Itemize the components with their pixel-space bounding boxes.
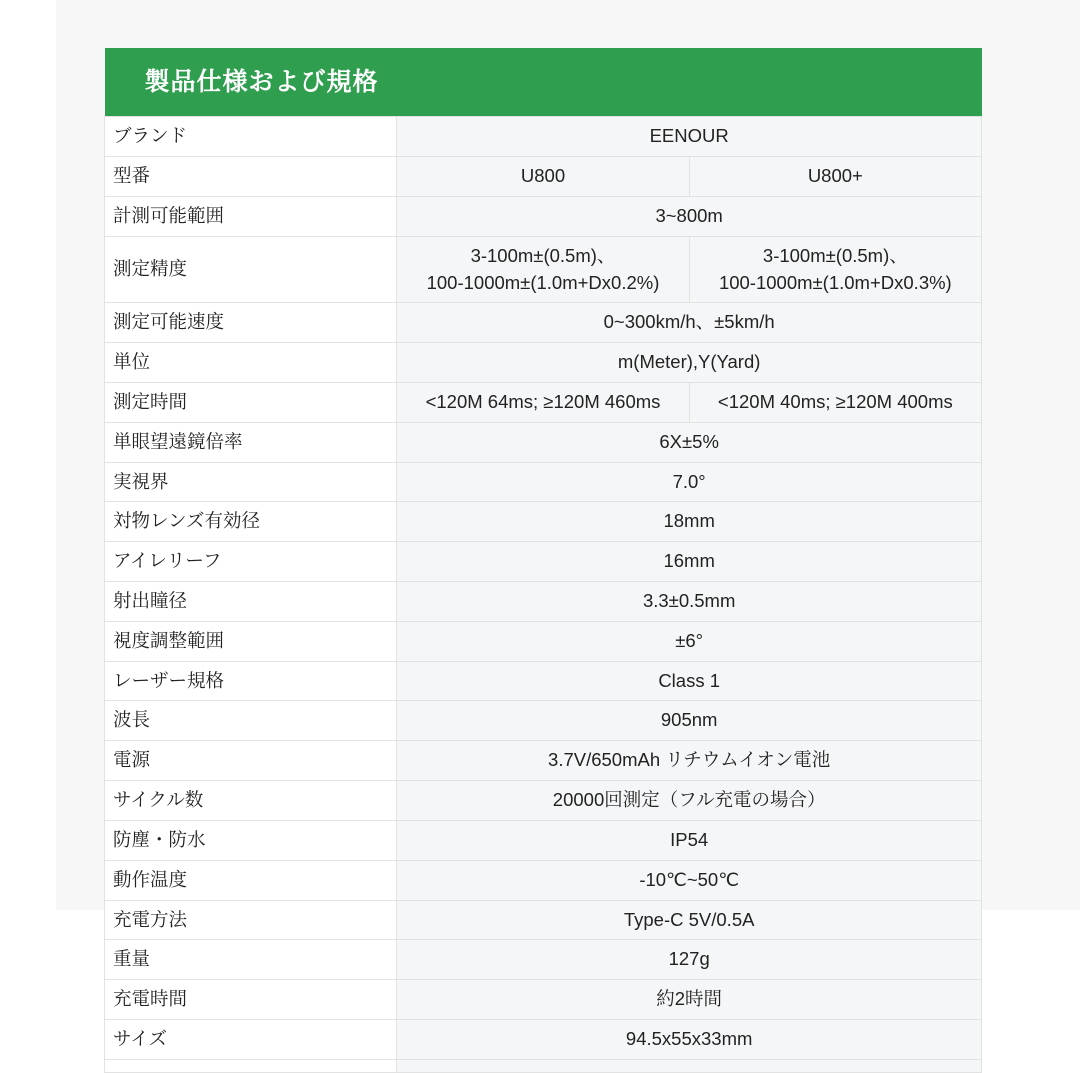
table-row [105,196,982,236]
row-value: 3~800m [397,196,982,236]
row-label: 計測可能範囲 [105,196,397,236]
accuracy-right-line2: 100-1000m±(1.0m+Dx0.3%) [718,271,952,293]
row-label: 充電時間 [105,980,397,1020]
table-row [105,236,982,303]
row-label: 射出瞳径 [105,582,397,622]
table-row [105,422,982,462]
table-row [105,781,982,821]
table-row [105,1019,982,1059]
row-label: 視度調整範囲 [105,621,397,661]
row-value: 7.0° [397,462,982,502]
table-header-row [105,48,982,117]
row-value [397,1059,982,1072]
table-row [105,343,982,383]
table-row [105,741,982,781]
row-value-right: <120M 40ms; ≥120M 400ms [689,382,981,422]
row-value-left: <120M 64ms; ≥120M 460ms [397,382,689,422]
table-row [105,701,982,741]
row-value: 94.5x55x33mm [397,1019,982,1059]
row-label: 測定時間 [105,382,397,422]
table-row [105,860,982,900]
table-row [105,157,982,197]
spec-table-title: 製品仕様および規格 [105,48,982,117]
table-row [105,382,982,422]
row-value: 16mm [397,542,982,582]
row-value: 905nm [397,701,982,741]
row-value: 3.3±0.5mm [397,582,982,622]
table-row [105,117,982,157]
table-row [105,820,982,860]
row-label: 単眼望遠鏡倍率 [105,422,397,462]
row-label [105,1059,397,1072]
row-value: IP54 [397,820,982,860]
row-label: 単位 [105,343,397,383]
row-label: 対物レンズ有効径 [105,502,397,542]
product-spec-table [104,48,982,1073]
row-label: 防塵・防水 [105,820,397,860]
row-value: -10℃~50℃ [397,860,982,900]
row-value-left: U800 [397,157,689,197]
table-row [105,303,982,343]
table-row [105,940,982,980]
row-label: 測定可能速度 [105,303,397,343]
row-value: 3.7V/650mAh リチウムイオン電池 [397,741,982,781]
row-value: 0~300km/h、±5km/h [397,303,982,343]
table-row [105,462,982,502]
row-value-right: U800+ [689,157,981,197]
row-label: 重量 [105,940,397,980]
table-row [105,661,982,701]
row-value: Class 1 [397,661,982,701]
row-value: Type-C 5V/0.5A [397,900,982,940]
row-label: 波長 [105,701,397,741]
table-row [105,502,982,542]
row-label: 測定精度 [105,236,397,303]
row-value-left [397,236,689,303]
row-label: 充電方法 [105,900,397,940]
table-row [105,980,982,1020]
row-value: 約2時間 [397,980,982,1020]
row-label: 電源 [105,741,397,781]
accuracy-left-line1: 3-100m±(0.5m)、 [470,244,616,266]
row-value: ±6° [397,621,982,661]
table-row [105,621,982,661]
row-value: 127g [397,940,982,980]
accuracy-right-line1: 3-100m±(0.5m)、 [762,244,908,266]
row-label: レーザー規格 [105,661,397,701]
row-value: EENOUR [397,117,982,157]
spec-table-container [104,48,982,1073]
row-value: 6X±5% [397,422,982,462]
row-label: ブランド [105,117,397,157]
row-label: サイズ [105,1019,397,1059]
row-value: 20000回測定（フル充電の場合） [397,781,982,821]
table-row [105,542,982,582]
row-label: 動作温度 [105,860,397,900]
table-row [105,900,982,940]
table-row [105,582,982,622]
row-label: アイレリーフ [105,542,397,582]
accuracy-left-line2: 100-1000m±(1.0m+Dx0.2%) [426,271,660,293]
table-row [105,1059,982,1072]
row-value: m(Meter),Y(Yard) [397,343,982,383]
row-value-right [689,236,981,303]
row-label: 実視界 [105,462,397,502]
row-label: サイクル数 [105,781,397,821]
row-value: 18mm [397,502,982,542]
row-label: 型番 [105,157,397,197]
